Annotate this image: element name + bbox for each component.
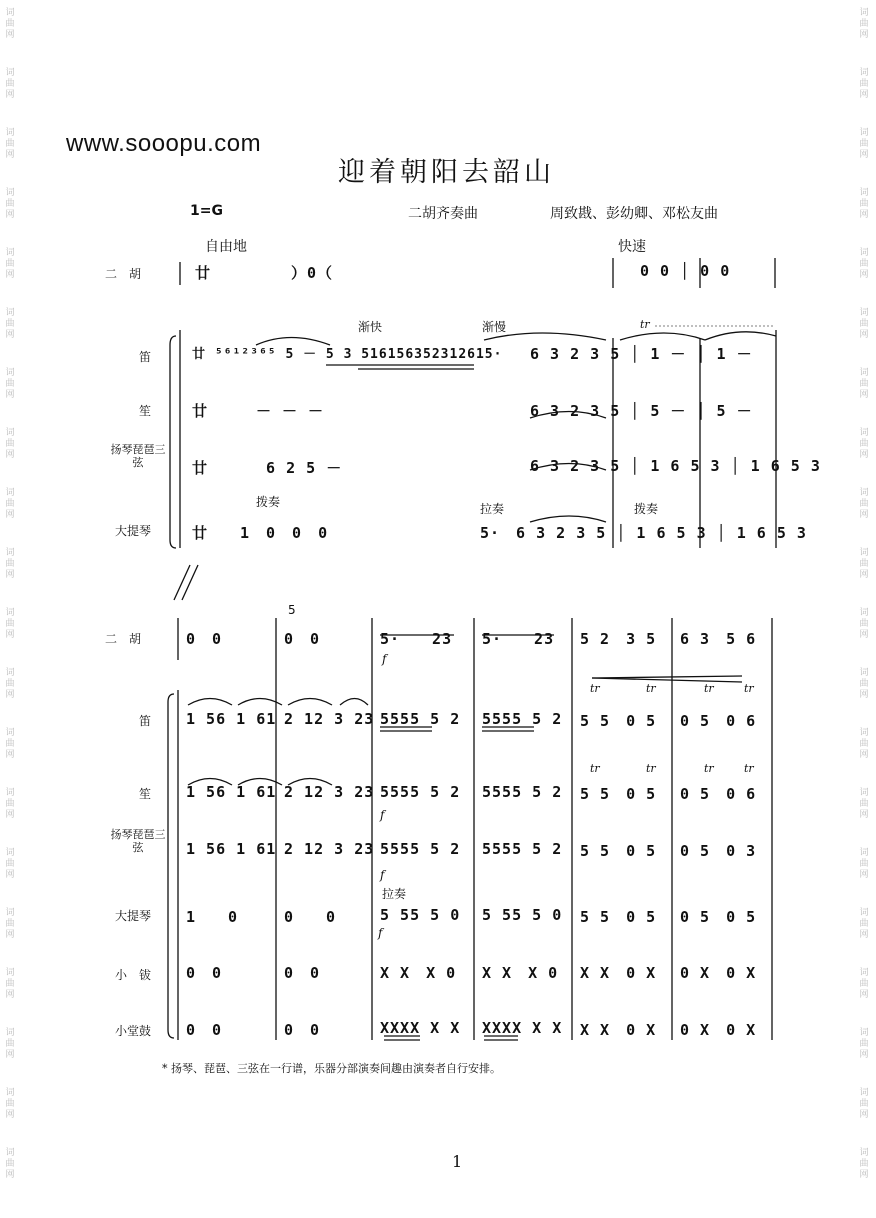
- trill-di-3: tr: [704, 682, 714, 695]
- watermark-text: 词 曲 网: [5, 788, 15, 820]
- sheng-line-b: 6 3 2 3 5 │ 5 － │ 5 －: [530, 402, 753, 420]
- instrument-sheng-1: 笙: [138, 404, 151, 418]
- measure-cymbal-2: 0 0: [284, 964, 321, 982]
- measure-sheng-4: 5555 5 2: [482, 783, 563, 801]
- site-url: www.sooopu.com: [66, 130, 262, 157]
- watermark-text: 词 曲 网: [859, 548, 869, 580]
- trill-sheng-3: tr: [704, 762, 714, 775]
- watermark-text: 词 曲 网: [5, 608, 15, 640]
- measure-drum-1: 0 0: [186, 1021, 223, 1039]
- marking-pluck-2: 拨奏: [634, 502, 659, 516]
- trill-sheng-2: tr: [646, 762, 656, 775]
- measure-yangqin-6: 0 5 0 3: [680, 842, 757, 860]
- instrument-cello-1: 大提琴: [114, 524, 151, 538]
- di-line-a: 廿 ⁵⁶¹²³⁶⁵ 5 － 5 3 516156352312615·: [192, 347, 503, 362]
- instrument-cymbal: 小 钹: [114, 968, 151, 982]
- watermark-text: 词 曲 网: [5, 428, 15, 460]
- watermark-text: 词 曲 网: [5, 128, 15, 160]
- measure-erhu-3: 5· 23: [380, 630, 453, 648]
- trill-sheng-4: tr: [744, 762, 754, 775]
- sheng-line-a: 廿 － － －: [192, 402, 325, 420]
- instrument-di-1: 笛: [138, 350, 151, 364]
- watermark-text: 词 曲 网: [5, 968, 15, 1000]
- instrument-erhu-2: 二 胡: [104, 632, 141, 646]
- trill-mark: tr: [640, 318, 650, 331]
- marking-pluck: 拨奏: [256, 495, 281, 509]
- measure-cymbal-5: X X 0 X: [580, 964, 657, 982]
- watermark-text: 词 曲 网: [859, 8, 869, 40]
- measure-drum-6: 0 X 0 X: [680, 1021, 757, 1039]
- measure-cello-5: 5 5 0 5: [580, 908, 657, 926]
- measure-cymbal-4: X X X 0: [482, 964, 559, 982]
- measure-di-3: 5555 5 2: [380, 710, 461, 728]
- watermark-text: 词 曲 网: [859, 968, 869, 1000]
- watermark-text: 词 曲 网: [859, 308, 869, 340]
- instrument-yangqin-2: 扬琴琵琶三弦: [110, 828, 166, 854]
- key-signature: 1=G: [190, 203, 223, 219]
- measure-sheng-5: 5 5 0 5: [580, 785, 657, 803]
- dynamic-f-4: f: [378, 926, 383, 940]
- instrument-cello-2: 大提琴: [114, 909, 151, 923]
- watermark-text: 词 曲 网: [5, 548, 15, 580]
- watermark-text: 词 曲 网: [859, 1088, 869, 1120]
- marking-jianman: 渐慢: [482, 320, 507, 334]
- watermark-text: 词 曲 网: [859, 908, 869, 940]
- watermark-text: 词 曲 网: [859, 368, 869, 400]
- watermark-text: 词 曲 网: [5, 368, 15, 400]
- watermark-text: 词 曲 网: [5, 668, 15, 700]
- genre-label: 二胡齐奏曲: [408, 206, 478, 222]
- measure-erhu-6: 6 3 5 6: [680, 630, 757, 648]
- dynamic-f-2: f: [380, 808, 385, 822]
- instrument-di-2: 笛: [138, 714, 151, 728]
- marking-bow: 拉奏: [480, 502, 505, 516]
- watermark-text: 词 曲 网: [859, 788, 869, 820]
- instrument-erhu-1: 二 胡: [104, 267, 141, 281]
- measure-yangqin-3: 5555 5 2: [380, 840, 461, 858]
- watermark-text: 词 曲 网: [5, 308, 15, 340]
- instrument-sheng-2: 笙: [138, 787, 151, 801]
- measure-cello-3: 5 55 5 0: [380, 906, 461, 924]
- watermark-text: 词 曲 网: [5, 488, 15, 520]
- tempo-fast: 快速: [618, 239, 646, 255]
- measure-drum-5: X X 0 X: [580, 1021, 657, 1039]
- trill-sheng-1: tr: [590, 762, 600, 775]
- watermark-text: 词 曲 网: [859, 428, 869, 460]
- watermark-text: 词 曲 网: [5, 728, 15, 760]
- marking-bow-2: 拉奏: [382, 887, 407, 901]
- instrument-drum: 小堂鼓: [114, 1024, 151, 1038]
- measure-drum-4: XXXX X X: [482, 1019, 563, 1037]
- watermark-text: 词 曲 网: [859, 248, 869, 280]
- measure-sheng-3: 5555 5 2: [380, 783, 461, 801]
- measure-drum-3: XXXX X X: [380, 1019, 461, 1037]
- measure-yangqin-5: 5 5 0 5: [580, 842, 657, 860]
- measure-di-4: 5555 5 2: [482, 710, 563, 728]
- measure-cymbal-1: 0 0: [186, 964, 223, 982]
- di-line-b: 6 3 2 3 5 │ 1 － │ 1 －: [530, 345, 753, 363]
- measure-cello-2: 0 0: [284, 908, 337, 926]
- measure-cymbal-3: X X X 0: [380, 964, 457, 982]
- measure-drum-2: 0 0: [284, 1021, 321, 1039]
- cello-line-a: 廿 1 0 0 0: [192, 524, 329, 542]
- marking-jiankuai: 渐快: [358, 320, 383, 334]
- watermark-text: 词 曲 网: [859, 848, 869, 880]
- measure-di-1: 1 56 1 61: [186, 710, 277, 728]
- measure-erhu-1: 0 0: [186, 630, 223, 648]
- watermark-text: 词 曲 网: [5, 8, 15, 40]
- watermark-text: 词 曲 网: [859, 188, 869, 220]
- erhu-free-line: 廿 ）0（: [195, 264, 334, 282]
- measure-di-5: 5 5 0 5: [580, 712, 657, 730]
- measure-cymbal-6: 0 X 0 X: [680, 964, 757, 982]
- erhu-fast-line: 0 0 │ 0 0: [640, 262, 731, 280]
- measure-yangqin-2: 2 12 3 23: [284, 840, 375, 858]
- watermark-text: 词 曲 网: [5, 908, 15, 940]
- measure-yangqin-4: 5555 5 2: [482, 840, 563, 858]
- tempo-free: 自由地: [205, 239, 247, 255]
- measure-di-6: 0 5 0 6: [680, 712, 757, 730]
- measure-di-2: 2 12 3 23: [284, 710, 375, 728]
- watermark-text: 词 曲 网: [859, 488, 869, 520]
- watermark-text: 词 曲 网: [5, 1148, 15, 1180]
- cello-line-b: 5· 6 3 2 3 5 │ 1 6 5 3 │ 1 6 5 3: [480, 524, 807, 542]
- watermark-text: 词 曲 网: [5, 848, 15, 880]
- measure-erhu-4: 5· 23: [482, 630, 555, 648]
- watermark-text: 词 曲 网: [859, 68, 869, 100]
- dynamic-f-1: f: [382, 652, 387, 666]
- measure-cello-6: 0 5 0 5: [680, 908, 757, 926]
- measure-erhu-2: 0 0: [284, 630, 321, 648]
- measure-number: 5: [288, 603, 296, 617]
- dynamic-f-3: f: [380, 868, 385, 882]
- watermark-text: 词 曲 网: [859, 608, 869, 640]
- watermark-text: 词 曲 网: [5, 1028, 15, 1060]
- watermark-text: 词 曲 网: [859, 728, 869, 760]
- trill-di-4: tr: [744, 682, 754, 695]
- yangqin-line-b: 6 3 2 3 5 │ 1 6 5 3 │ 1 6 5 3: [530, 457, 821, 475]
- watermark-text: 词 曲 网: [859, 128, 869, 160]
- measure-erhu-5: 5 2 3 5: [580, 630, 657, 648]
- composers: 周致戡、彭幼卿、邓松友曲: [550, 206, 718, 222]
- watermark-text: 词 曲 网: [859, 668, 869, 700]
- measure-yangqin-1: 1 56 1 61: [186, 840, 277, 858]
- instrument-yangqin-1: 扬琴琵琶三弦: [110, 443, 166, 469]
- watermark-text: 词 曲 网: [859, 1028, 869, 1060]
- measure-cello-1: 1 0: [186, 908, 239, 926]
- page-title: 迎着朝阳去韶山: [338, 157, 555, 188]
- measure-sheng-1: 1 56 1 61: [186, 783, 277, 801]
- trill-di-2: tr: [646, 682, 656, 695]
- yangqin-line-a: 廿 6 2 5 －: [192, 459, 343, 477]
- measure-cello-4: 5 55 5 0: [482, 906, 563, 924]
- watermark-text: 词 曲 网: [5, 1088, 15, 1120]
- footnote: * 扬琴、琵琶、三弦在一行谱，乐器分部演奏间趣由演奏者自行安排。: [162, 1062, 501, 1075]
- watermark-text: 词 曲 网: [5, 188, 15, 220]
- watermark-text: 词 曲 网: [5, 248, 15, 280]
- measure-sheng-2: 2 12 3 23: [284, 783, 375, 801]
- page-number: 1: [452, 1152, 463, 1171]
- watermark-text: 词 曲 网: [5, 68, 15, 100]
- trill-di-1: tr: [590, 682, 600, 695]
- watermark-text: 词 曲 网: [859, 1148, 869, 1180]
- measure-sheng-6: 0 5 0 6: [680, 785, 757, 803]
